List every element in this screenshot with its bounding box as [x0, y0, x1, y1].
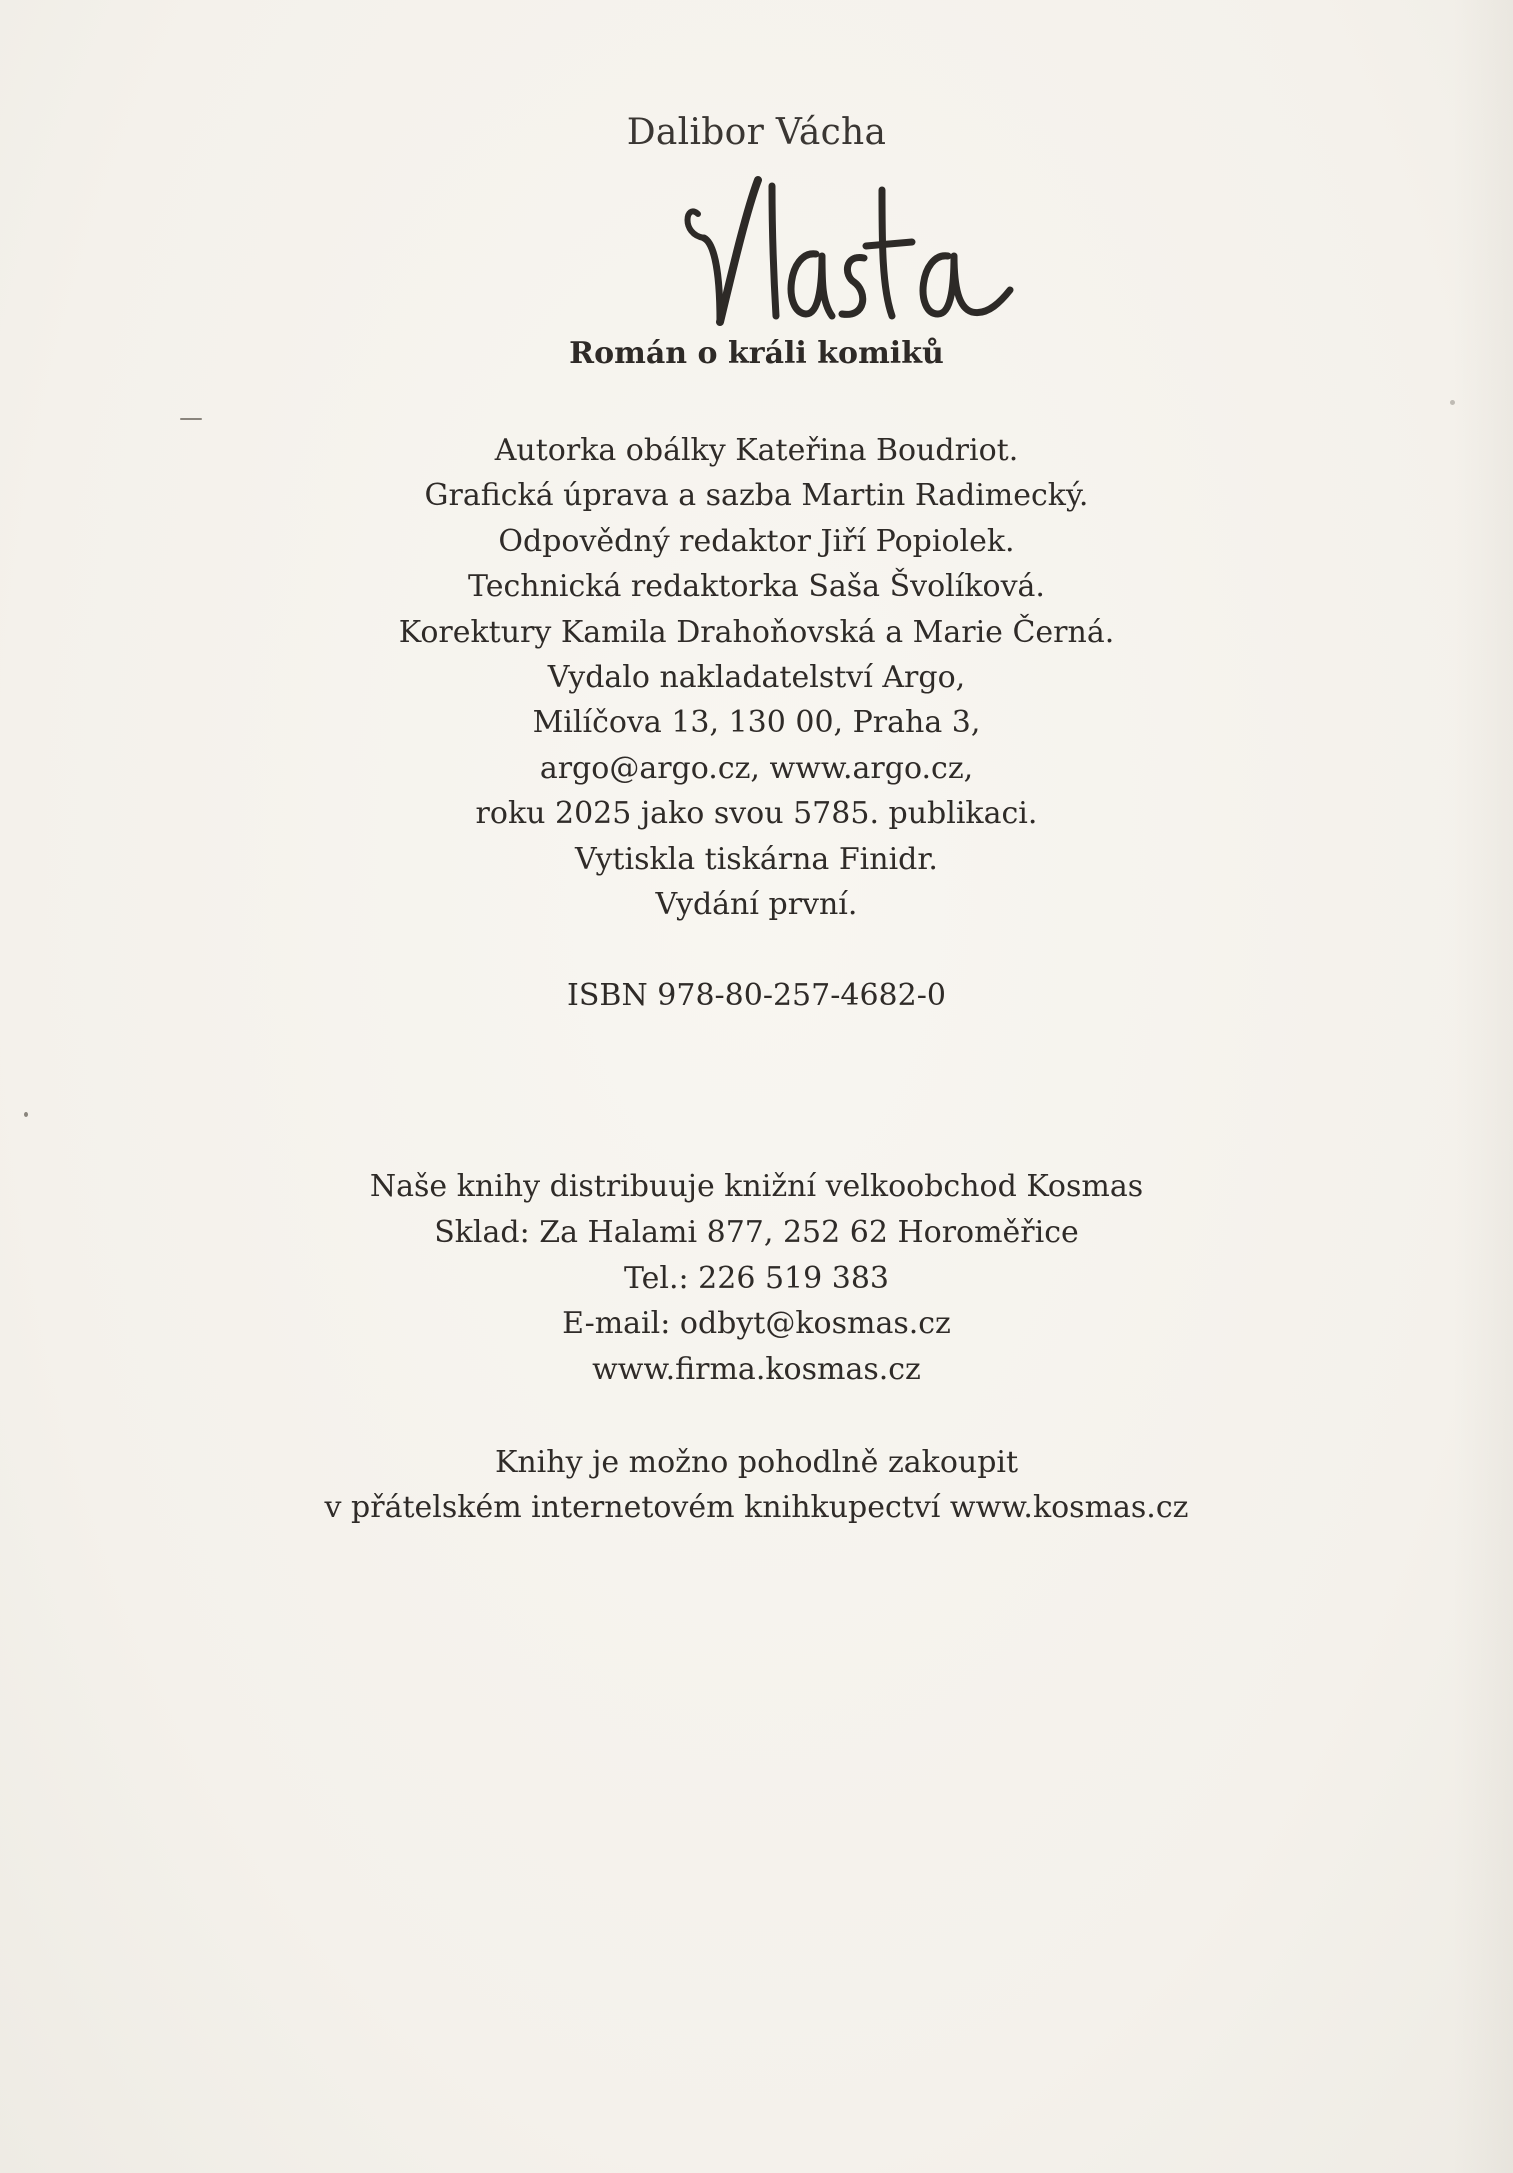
- paper-speck: [180, 418, 202, 420]
- credit-line: argo@argo.cz, www.argo.cz,: [539, 750, 974, 786]
- author-name: Dalibor Vácha: [626, 112, 887, 153]
- distribution-line: www.firma.kosmas.cz: [592, 1352, 921, 1388]
- distribution-line: Tel.: 226 519 383: [623, 1260, 890, 1296]
- paper-speck: [24, 1112, 28, 1117]
- shop-line: v přátelském internetovém knihkupectví www.kosmas.cz: [324, 1490, 1189, 1525]
- page-edge-shadow: [1453, 0, 1513, 2173]
- credit-line: Vytiskla tiskárna Finidr.: [575, 841, 938, 877]
- credit-line: Vydalo nakladatelství Argo,: [547, 660, 966, 696]
- credit-line: Autorka obálky Kateřina Boudriot.: [494, 433, 1019, 468]
- credits-block: [0, 428, 1513, 927]
- isbn: ISBN 978-80-257-4682-0: [567, 978, 946, 1013]
- vlasta-title-logo: [676, 172, 1016, 332]
- paper-speck: [1450, 400, 1455, 405]
- credit-line: roku 2025 jako svou 5785. publikaci.: [475, 796, 1038, 832]
- credit-line: Milíčova 13, 130 00, Praha 3,: [532, 705, 981, 741]
- credit-line: Korektury Kamila Drahoňovská a Marie Černá.: [398, 614, 1115, 650]
- credit-line: Grafická úprava a sazba Martin Radimecký.: [424, 478, 1089, 514]
- distribution-block: [0, 1164, 1513, 1393]
- distribution-line: Naše knihy distribuuje knižní velkoobchod Kosmas: [369, 1169, 1144, 1204]
- shop-block: [0, 1440, 1513, 1530]
- distribution-line: Sklad: Za Halami 877, 252 62 Horoměřice: [434, 1214, 1079, 1250]
- shop-line: Knihy je možno pohodlně zakoupit: [494, 1445, 1019, 1480]
- credit-line: Technická redaktorka Saša Švolíková.: [468, 569, 1045, 605]
- distribution-line: E-mail: odbyt@kosmas.cz: [562, 1306, 951, 1342]
- credit-line: Odpovědný redaktor Jiří Popiolek.: [498, 523, 1015, 559]
- book-subtitle: Román o králi komiků: [569, 336, 944, 371]
- credit-line: Vydání první.: [655, 887, 858, 923]
